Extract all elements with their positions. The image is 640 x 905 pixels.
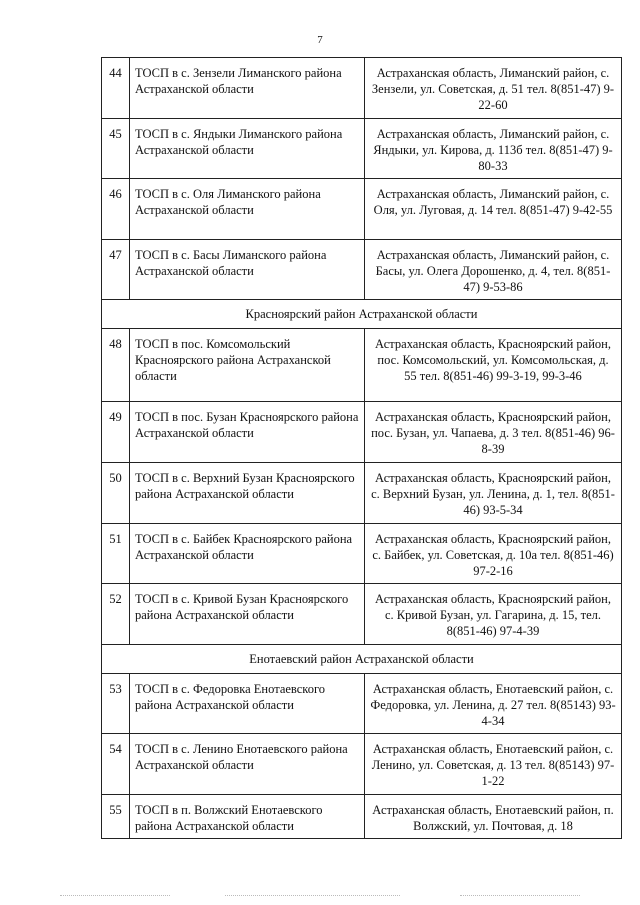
- footer-dotted-line-left: [60, 895, 170, 897]
- table-row: [102, 734, 622, 795]
- office-name: ТОСП в пос. Бузан Красноярского района Астраханской области: [130, 402, 365, 463]
- table-row: [102, 240, 622, 300]
- table-row: [102, 795, 622, 839]
- office-name: ТОСП в с. Кривой Бузан Красноярского района Астраханской области: [130, 584, 365, 645]
- office-address: Астраханская область, Лиманский район, с. Яндыки, ул. Кирова, д. 113б тел. 8(851-47) 9-80-33: [365, 119, 622, 179]
- registry-table-body: [102, 58, 622, 839]
- table-row: [102, 463, 622, 524]
- office-address: Астраханская область, Красноярский район, пос. Бузан, ул. Чапаева, д. 3 тел. 8(851-46) 96-8-39: [365, 402, 622, 463]
- row-number: 46: [102, 179, 130, 240]
- row-number: 51: [102, 524, 130, 584]
- office-name: ТОСП в пос. Комсомольский Красноярского района Астраханской области: [130, 329, 365, 402]
- district-section-title: Енотаевский район Астраханской области: [102, 645, 622, 674]
- table-row: [102, 329, 622, 402]
- row-number: 45: [102, 119, 130, 179]
- office-name: ТОСП в с. Яндыки Лиманского района Астраханской области: [130, 119, 365, 179]
- office-name: ТОСП в с. Басы Лиманского района Астраханской области: [130, 240, 365, 300]
- registry-table: [101, 57, 622, 839]
- office-name: ТОСП в с. Ленино Енотаевского района Астраханской области: [130, 734, 365, 795]
- office-address: Астраханская область, Красноярский район, с. Байбек, ул. Советская, д. 10а тел. 8(851-46) 97-2-16: [365, 524, 622, 584]
- row-number: 50: [102, 463, 130, 524]
- office-name: ТОСП в с. Зензели Лиманского района Астраханской области: [130, 58, 365, 119]
- office-name: ТОСП в с. Байбек Красноярского района Астраханской области: [130, 524, 365, 584]
- office-address: Астраханская область, Лиманский район, с. Басы, ул. Олега Дорошенко, д. 4, тел. 8(851-47) 9-53-86: [365, 240, 622, 300]
- row-number: 54: [102, 734, 130, 795]
- office-address: Астраханская область, Красноярский район, с. Кривой Бузан, ул. Гагарина, д. 15, тел. 8(851-46) 97-4-39: [365, 584, 622, 645]
- office-name: ТОСП в п. Волжский Енотаевского района Астраханской области: [130, 795, 365, 839]
- footer-dotted-line-right: [460, 895, 580, 897]
- table-row: [102, 524, 622, 584]
- table-row: [102, 119, 622, 179]
- office-name: ТОСП в с. Оля Лиманского района Астраханской области: [130, 179, 365, 240]
- row-number: 53: [102, 674, 130, 734]
- table-row: [102, 58, 622, 119]
- district-section-title: Красноярский район Астраханской области: [102, 300, 622, 329]
- office-address: Астраханская область, Красноярский район, пос. Комсомольский, ул. Комсомольская, д. 55 тел. 8(851-46) 99-3-19, 99-3-46: [365, 329, 622, 402]
- row-number: 44: [102, 58, 130, 119]
- district-section-row: [102, 300, 622, 329]
- office-address: Астраханская область, Красноярский район, с. Верхний Бузан, ул. Ленина, д. 1, тел. 8(851-46) 93-5-34: [365, 463, 622, 524]
- office-name: ТОСП в с. Федоровка Енотаевского района Астраханской области: [130, 674, 365, 734]
- footer-dotted-line-center: [225, 895, 400, 897]
- row-number: 55: [102, 795, 130, 839]
- office-name: ТОСП в с. Верхний Бузан Красноярского района Астраханской области: [130, 463, 365, 524]
- row-number: 48: [102, 329, 130, 402]
- table-row: [102, 402, 622, 463]
- table-row: [102, 179, 622, 240]
- page-number: 7: [317, 34, 323, 46]
- office-address: Астраханская область, Енотаевский район, с. Федоровка, ул. Ленина, д. 27 тел. 8(85143) 93-4-34: [365, 674, 622, 734]
- office-address: Астраханская область, Лиманский район, с. Оля, ул. Луговая, д. 14 тел. 8(851-47) 9-42-55: [365, 179, 622, 240]
- district-section-row: [102, 645, 622, 674]
- row-number: 52: [102, 584, 130, 645]
- office-address: Астраханская область, Енотаевский район, с. Ленино, ул. Советская, д. 13 тел. 8(85143) 97-1-22: [365, 734, 622, 795]
- table-row: [102, 674, 622, 734]
- row-number: 49: [102, 402, 130, 463]
- table-row: [102, 584, 622, 645]
- office-address: Астраханская область, Лиманский район, с. Зензели, ул. Советская, д. 51 тел. 8(851-47) 9-22-60: [365, 58, 622, 119]
- row-number: 47: [102, 240, 130, 300]
- office-address: Астраханская область, Енотаевский район, п. Волжский, ул. Почтовая, д. 18: [365, 795, 622, 839]
